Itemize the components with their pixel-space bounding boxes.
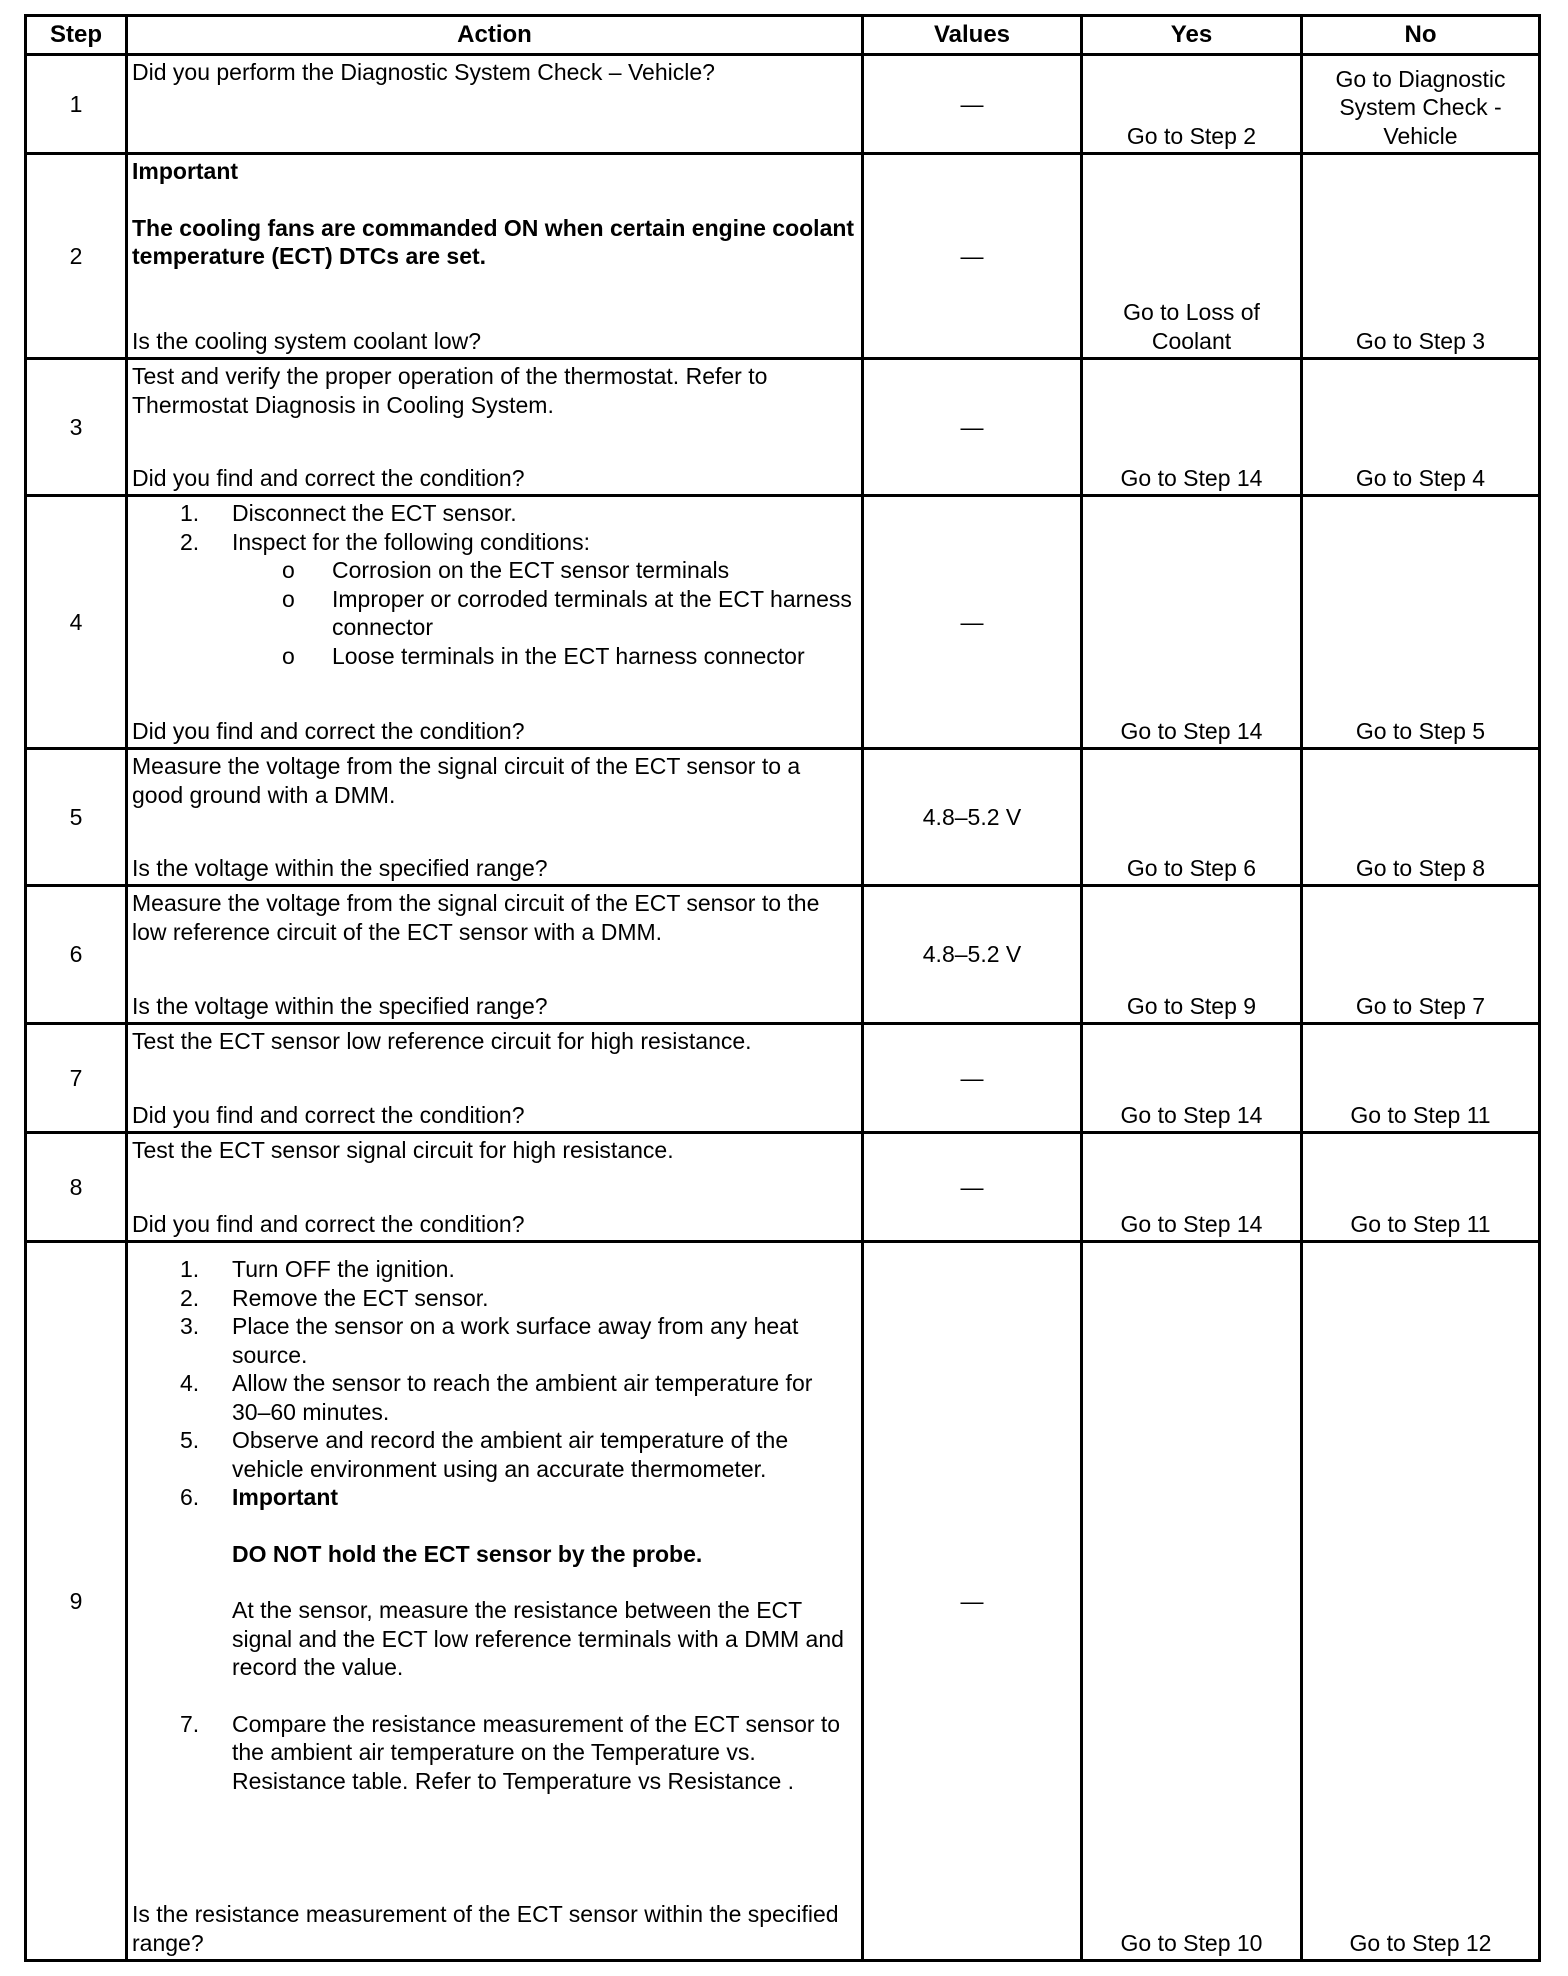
condition-list xyxy=(132,556,857,670)
action-cell xyxy=(127,1024,863,1133)
step-list xyxy=(132,499,857,556)
no-cell: Go to Step 11 xyxy=(1302,1024,1540,1133)
action-cell xyxy=(127,749,863,886)
action-question: Did you find and correct the condition? xyxy=(132,1101,525,1128)
step-number: 5 xyxy=(26,749,127,886)
action-cell xyxy=(127,886,863,1024)
yes-cell: Go to Step 14 xyxy=(1082,1024,1302,1133)
action-text: Test the ECT sensor low reference circuit for high resistance. xyxy=(132,1028,752,1054)
values-cell: — xyxy=(863,55,1082,154)
action-question: Is the voltage within the specified range? xyxy=(132,992,548,1019)
table-row xyxy=(26,749,1540,886)
header-step: Step xyxy=(26,16,127,55)
action-question: Did you find and correct the condition? xyxy=(132,717,525,744)
yes-cell: Go to Step 14 xyxy=(1082,359,1302,496)
yes-cell: Go to Step 6 xyxy=(1082,749,1302,886)
values-cell: — xyxy=(863,1242,1082,1961)
important-text: The cooling fans are commanded ON when certain engine coolant temperature (ECT) DTCs are set. xyxy=(132,214,855,269)
important-warning: DO NOT hold the ECT sensor by the probe. xyxy=(232,1540,703,1567)
list-item: 1. Disconnect the ECT sensor. xyxy=(180,500,517,526)
action-cell xyxy=(127,496,863,749)
no-cell: Go to Step 5 xyxy=(1302,496,1540,749)
important-label: Important xyxy=(232,1484,339,1510)
important-label: Important xyxy=(132,158,239,184)
action-cell xyxy=(127,1242,863,1961)
list-item: 2. Remove the ECT sensor. xyxy=(180,1284,489,1311)
header-no: No xyxy=(1302,16,1540,55)
step-number: 8 xyxy=(26,1133,127,1242)
list-item: 1. Turn OFF the ignition. xyxy=(180,1256,455,1282)
step-list xyxy=(132,1255,857,1795)
action-cell xyxy=(127,154,863,359)
step-number: 3 xyxy=(26,359,127,496)
action-question: Did you find and correct the condition? xyxy=(132,464,525,491)
list-item: o Improper or corroded terminals at the ECT harness connector xyxy=(282,585,852,640)
step-number: 1 xyxy=(26,55,127,154)
step-number: 6 xyxy=(26,886,127,1024)
values-cell: 4.8–5.2 V xyxy=(863,886,1082,1024)
table-row xyxy=(26,359,1540,496)
values-cell: — xyxy=(863,1024,1082,1133)
yes-cell: Go to Step 14 xyxy=(1082,1133,1302,1242)
action-question: Is the cooling system coolant low? xyxy=(132,327,482,354)
yes-cell: Go to Step 9 xyxy=(1082,886,1302,1024)
values-cell: 4.8–5.2 V xyxy=(863,749,1082,886)
action-cell xyxy=(127,1133,863,1242)
action-text: Test the ECT sensor signal circuit for high resistance. xyxy=(132,1137,674,1163)
no-cell: Go to Step 8 xyxy=(1302,749,1540,886)
yes-cell: Go to Loss of Coolant xyxy=(1082,154,1302,359)
no-cell: Go to Step 11 xyxy=(1302,1133,1540,1242)
yes-cell: Go to Step 10 xyxy=(1082,1242,1302,1961)
no-cell: Go to Step 7 xyxy=(1302,886,1540,1024)
yes-cell: Go to Step 14 xyxy=(1082,496,1302,749)
table-row xyxy=(26,886,1540,1024)
step-number: 4 xyxy=(26,496,127,749)
header-row xyxy=(26,16,1540,55)
action-cell xyxy=(127,359,863,496)
list-item: o Loose terminals in the ECT harness connector xyxy=(282,642,805,669)
action-question: Did you find and correct the condition? xyxy=(132,1210,525,1237)
values-cell: — xyxy=(863,1133,1082,1242)
header-yes: Yes xyxy=(1082,16,1302,55)
action-text: Test and verify the proper operation of the thermostat. Refer to Thermostat Diagnosis in Cooling System. xyxy=(132,363,768,418)
list-item: 6. Important DO NOT hold the ECT sensor by the probe. At the sensor, measure the resistance between the ECT signal and the ECT low reference terminals with a DMM and record the value. xyxy=(132,1483,857,1710)
list-item: 4. Allow the sensor to reach the ambient air temperature for 30–60 minutes. xyxy=(180,1370,813,1425)
no-cell: Go to Step 4 xyxy=(1302,359,1540,496)
action-cell xyxy=(127,55,863,154)
table-row xyxy=(26,1242,1540,1961)
action-text: Measure the voltage from the signal circuit of the ECT sensor to the low reference circuit of the ECT sensor with a DMM. xyxy=(132,890,820,945)
no-cell: Go to Diagnostic System Check - Vehicle xyxy=(1302,55,1540,154)
table-row xyxy=(26,496,1540,749)
diagnostic-table xyxy=(24,14,1541,1962)
header-values: Values xyxy=(863,16,1082,55)
list-item: o Corrosion on the ECT sensor terminals xyxy=(282,557,730,583)
list-item: 3. Place the sensor on a work surface away from any heat source. xyxy=(180,1313,799,1368)
table-row xyxy=(26,154,1540,359)
item-text: At the sensor, measure the resistance between the ECT signal and the ECT low reference terminals with a DMM and record the value. xyxy=(232,1597,844,1680)
values-cell: — xyxy=(863,496,1082,749)
action-text: Did you perform the Diagnostic System Check – Vehicle? xyxy=(132,59,715,85)
list-item: 5. Observe and record the ambient air temperature of the vehicle environment using an accurate thermometer. xyxy=(180,1427,789,1482)
table-row xyxy=(26,1133,1540,1242)
step-number: 9 xyxy=(26,1242,127,1961)
header-action: Action xyxy=(127,16,863,55)
no-cell: Go to Step 12 xyxy=(1302,1242,1540,1961)
step-number: 2 xyxy=(26,154,127,359)
table-row xyxy=(26,1024,1540,1133)
no-cell: Go to Step 3 xyxy=(1302,154,1540,359)
step-number: 7 xyxy=(26,1024,127,1133)
action-question: Is the voltage within the specified range? xyxy=(132,854,548,881)
list-item: 7. Compare the resistance measurement of the ECT sensor to the ambient air temperature on the Temperature vs. Resistance table. Refer to Temperature vs Resistance . xyxy=(180,1710,841,1794)
values-cell: — xyxy=(863,359,1082,496)
action-text: Measure the voltage from the signal circuit of the ECT sensor to a good ground with a DMM. xyxy=(132,753,801,808)
action-question: Is the resistance measurement of the ECT sensor within the specified range? xyxy=(132,1901,839,1956)
list-item: 2. Inspect for the following conditions: xyxy=(180,528,590,555)
table-row xyxy=(26,55,1540,154)
values-cell: — xyxy=(863,154,1082,359)
yes-cell: Go to Step 2 xyxy=(1082,55,1302,154)
